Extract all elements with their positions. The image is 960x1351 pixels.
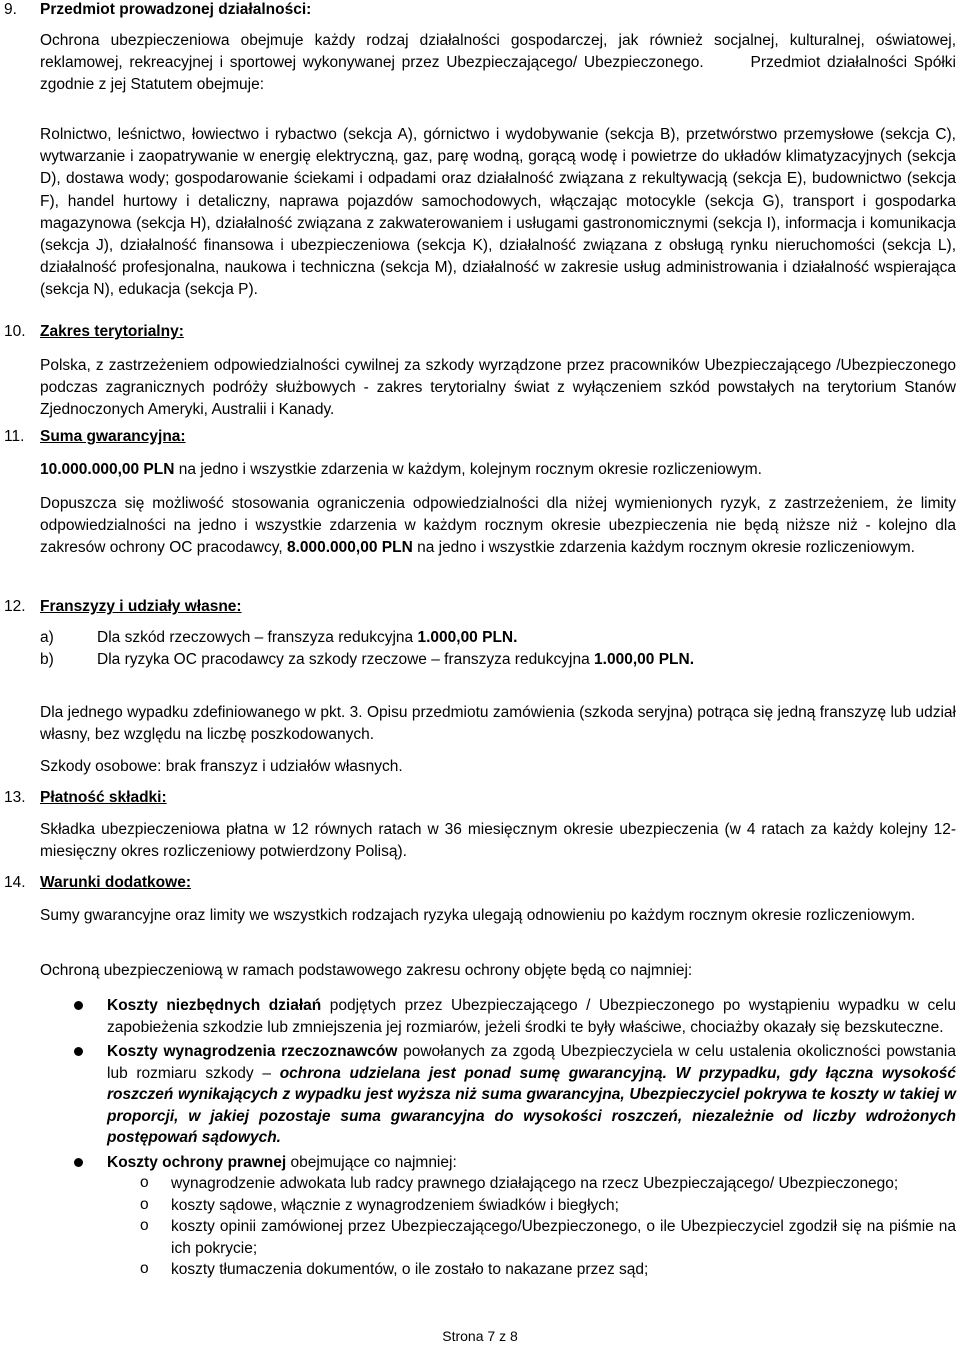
section-number: 14. xyxy=(4,874,26,891)
circle-bullet-icon: o xyxy=(140,1174,149,1191)
deductibles-list xyxy=(40,627,940,671)
sublist-item xyxy=(107,1216,956,1259)
list-text: Dla ryzyka OC pracodawcy za szkody rzeczowe – franszyza redukcyjna xyxy=(97,651,595,668)
list-amount: 1.000,00 PLN. xyxy=(594,651,694,668)
paragraph-text: na jedno i wszystkie zdarzenia w każdym, kolejnym rocznym okresie rozliczeniowym. xyxy=(174,461,762,478)
paragraph-text-inline: Przedmiot działalności Spółki zgodnie z jej Statutem obejmuje: xyxy=(40,54,956,93)
section-11-paragraph-1 xyxy=(40,459,956,481)
section-title: Zakres terytorialny: xyxy=(40,323,184,340)
section-14-paragraph-1: Sumy gwarancyjne oraz limity we wszystkich rodzajach ryzyka ulegają odnowieniu po każdym rocznym okresie rozliczeniowym. xyxy=(40,907,916,924)
section-11-paragraph-2 xyxy=(40,493,956,559)
circle-bullet-icon: o xyxy=(140,1260,149,1277)
sublist-item xyxy=(107,1173,956,1195)
bullet-icon xyxy=(74,1001,83,1010)
list-text: Dla szkód rzeczowych – franszyza redukcyjna xyxy=(97,629,418,646)
bullet-text: obejmujące co najmniej: xyxy=(286,1153,457,1171)
paragraph-text: Dopuszcza się możliwość stosowania ograniczenia odpowiedzialności dla niżej wymienionych ryzyk, z zastrzeżeniem, że limity odpowiedzialności na jedno i wszystkie zdarzenia w każdym rocznym okresie ubezpieczenia nie będą niższe niż - kolejno dla zakresów ochrony OC pracodawcy, xyxy=(40,495,956,556)
section-title: Franszyzy i udziały własne: xyxy=(40,598,242,615)
section-10-paragraph-1: Polska, z zastrzeżeniem odpowiedzialności cywilnej za szkody wyrządzone przez pracowników Ubezpieczającego /Ubezpieczonego podczas zagranicznych podróży służbowych - zakres terytorialny świat z wyłączeniem szkód powstałych na terytorium Stanów Zjednoczonych Ameryki, Australii i Kanady. xyxy=(40,357,956,418)
section-number: 13. xyxy=(4,789,26,806)
circle-bullet-icon: o xyxy=(140,1195,149,1213)
limit-amount: 8.000.000,00 PLN xyxy=(286,539,413,556)
section-number: 12. xyxy=(4,598,26,615)
list-item xyxy=(40,1041,956,1149)
bullet-text: podjętych przez Ubezpieczającego / Ubezpieczonego po wystąpieniu wypadku w celu zapobieżenia szkodzie lub zmniejszenia jej rozmiarów, jeżeli środki te były właściwe, chociażby okazały się bezskuteczne. xyxy=(107,997,956,1036)
list-amount: 1.000,00 PLN. xyxy=(417,629,518,646)
bullet-emphasis: ochrona udzielana jest ponad sumę gwarancyjną. W przypadku, gdy łączna wysokość roszczeń wynikających z wypadku jest wyższa niż suma gwarancyjna, Ubezpieczyciel pokrywa te koszty w takiej w proporcji, w jakiej pozostaje suma gwarancyjna do wysokości roszczeń, niezależnie od liczby wdrożonych postępowań sądowych. xyxy=(107,1064,956,1146)
section-number: 9. xyxy=(4,1,17,18)
sum-amount: 10.000.000,00 PLN xyxy=(40,461,175,478)
page-number: Strona 7 z 8 xyxy=(442,1328,518,1344)
sublist-text: wynagrodzenie adwokata lub radcy prawnego działającego na rzecz Ubezpieczającego/ Ubezpieczonego; xyxy=(171,1175,899,1192)
paragraph-text-end: na jedno i wszystkie zdarzenia każdym rocznym okresie rozliczeniowym. xyxy=(412,539,915,556)
circle-bullet-icon: o xyxy=(140,1217,149,1234)
section-number: 10. xyxy=(4,323,26,340)
list-marker: b) xyxy=(40,651,54,668)
bullet-text: powołanych za zgodą Ubezpieczyciela w celu ustalenia okoliczności powstania lub rozmiaru szkody – xyxy=(107,1043,956,1082)
section-number: 11. xyxy=(4,428,25,445)
sublist-text: koszty tłumaczenia dokumentów, o ile zostało to nakazane przez sąd; xyxy=(171,1261,649,1278)
bullet-heading: Koszty wynagrodzenia rzeczoznawców xyxy=(107,1043,398,1060)
legal-costs-sublist xyxy=(107,1173,956,1281)
list-item xyxy=(40,649,940,671)
list-marker: a) xyxy=(40,629,54,646)
paragraph-text: Ochrona ubezpieczeniowa obejmuje każdy rodzaj działalności gospodarczej, jak również socjalnej, kulturalnej, oświatowej, reklamowej, rekreacyjnej i sportowej wykonywanej przez Ubezpieczającego/ Ubezpieczonego. xyxy=(40,32,956,71)
sublist-item xyxy=(107,1259,956,1281)
section-9-paragraph-1 xyxy=(40,30,956,96)
bullet-icon xyxy=(74,1158,83,1167)
bullet-heading: Koszty niezbędnych działań xyxy=(107,997,322,1014)
section-9-paragraph-2: Rolnictwo, leśnictwo, łowiectwo i rybactwo (sekcja A), górnictwo i wydobywanie (sekcja B), przetwórstwo przemysłowe (sekcja C), wytwarzanie i zaopatrywanie w energię elektryczną, gaz, parę wodną, gorącą wodę i powietrze do układów klimatyzacyjnych (sekcja D), dostawa wody; gospodarowanie ściekami i odpadami oraz działalność związana z rekultywacją (sekcja E), budownictwo (sekcja F), handel hurtowy i detaliczny, naprawa pojazdów samochodowych, włączając motocykle (sekcja G), transport i gospodarka magazynowa (sekcja H), działalność związana z zakwaterowaniem i usługami gastronomicznymi (sekcja I), informacja i komunikacja (sekcja J), działalność finansowa i ubezpieczeniowa (sekcja K), działalność związana z obsługą rynku nieruchomości (sekcja L), działalność profesjonalna, naukowa i techniczna (sekcja M), działalność w zakresie usług administrowania i działalność wspierająca (sekcja N), edukacja (sekcja P). xyxy=(40,126,956,299)
bullet-icon xyxy=(74,1047,83,1056)
section-13-paragraph-1: Składka ubezpieczeniowa płatna w 12 równych ratach w 36 miesięcznym okresie ubezpieczenia (w 4 ratach za każdy kolejny 12-miesięczny okres rozliczeniowy potwierdzony Polisą). xyxy=(40,821,956,860)
coverage-bullet-list xyxy=(40,995,956,1284)
sublist-text: koszty opinii zamówionej przez Ubezpieczającego/Ubezpieczonego, o ile Ubezpieczyciel zgodził się na piśmie na ich pokrycie; xyxy=(171,1218,956,1257)
list-item xyxy=(40,995,956,1038)
list-item xyxy=(40,1152,956,1281)
section-title: Warunki dodatkowe: xyxy=(40,874,191,891)
list-item xyxy=(40,627,940,649)
section-title: Przedmiot prowadzonej działalności: xyxy=(40,1,312,18)
bullet-heading: Koszty ochrony prawnej xyxy=(107,1153,287,1171)
sublist-item xyxy=(107,1195,956,1217)
sublist-text: koszty sądowe, włącznie z wynagrodzeniem świadków i biegłych; xyxy=(171,1196,619,1214)
section-12-paragraph-1: Dla jednego wypadku zdefiniowanego w pkt. 3. Opisu przedmiotu zamówienia (szkoda seryjna) potrąca się jedną franszyzę lub udział własny, bez względu na liczbę poszkodowanych. xyxy=(40,704,956,743)
section-14-paragraph-2: Ochroną ubezpieczeniową w ramach podstawowego zakresu ochrony objęte będą co najmniej: xyxy=(40,962,693,979)
section-title: Płatność składki: xyxy=(40,789,167,806)
section-12-paragraph-2: Szkody osobowe: brak franszyz i udziałów własnych. xyxy=(40,758,403,775)
section-title: Suma gwarancyjna: xyxy=(40,428,186,445)
